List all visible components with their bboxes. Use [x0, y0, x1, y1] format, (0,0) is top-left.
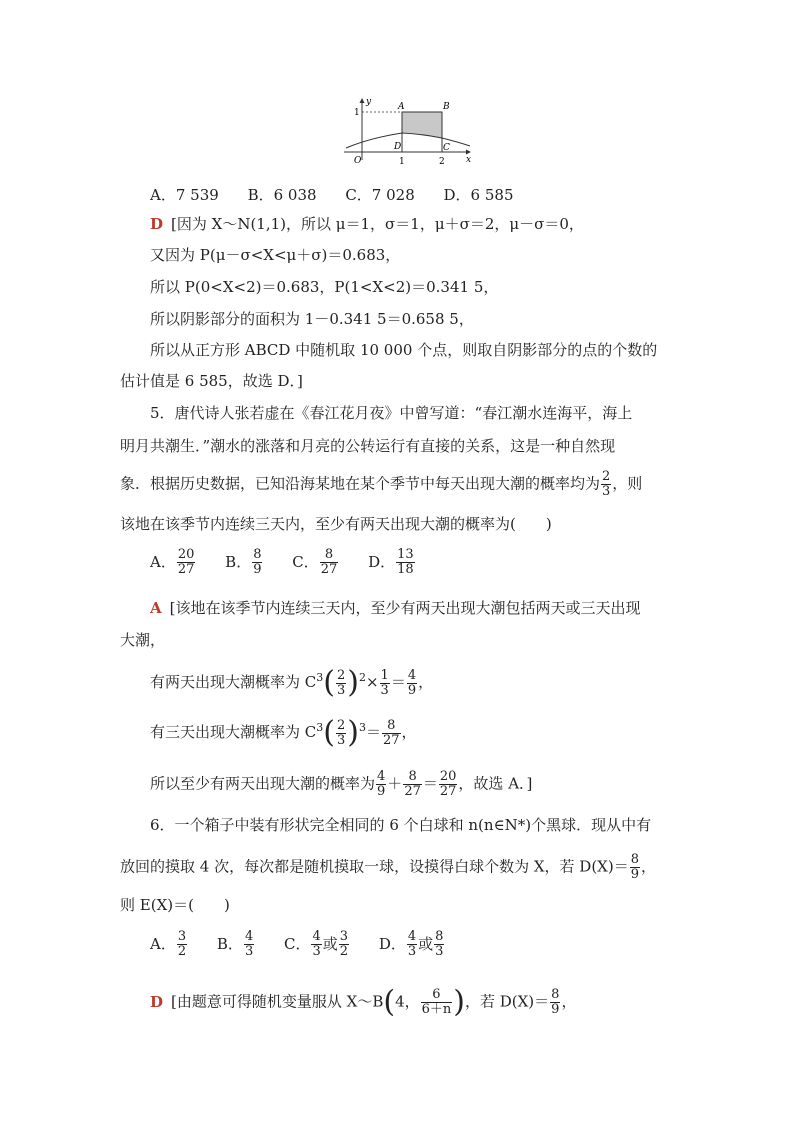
- q5-sol3-frac2: $\frac{1}{3}$: [380, 667, 389, 698]
- q5-sol-line1: [150, 598, 641, 618]
- q4-option-b: B．6 038: [247, 186, 317, 204]
- q6-sol-text2: ，若 D(X)＝: [464, 992, 550, 1011]
- q6-stem-line1: 6．一个箱子中装有形状完全相同的 6 个白球和 n(n∈N*)个黑球．现从中有: [150, 816, 652, 834]
- q6-dx-fraction: $\frac{8}{9}$: [630, 852, 639, 882]
- q5-sol4-frac1: $\frac{2}{3}$: [336, 717, 346, 748]
- q5-sol5-end: ，故选 A．]: [458, 774, 533, 793]
- frac-num: 8: [320, 548, 339, 563]
- label-x: x: [466, 155, 472, 165]
- opt-frac: [252, 548, 262, 577]
- q5-prob-fraction: [601, 470, 611, 499]
- q6-option-b: B． $\frac{4}{3}$: [216, 929, 254, 959]
- q5-answer: A: [150, 599, 162, 617]
- q6-sol-line1: D [由题意可得随机变量服从 X～B(4， $\frac{6}{6+n}$ )，若 D(X)＝ $\frac{8}{9}$ ，: [150, 984, 577, 1020]
- opt-label: A．: [150, 552, 176, 571]
- label-y: y: [366, 97, 372, 107]
- q5-option-c: [292, 547, 339, 577]
- q4-sol-line4: 所以阴影部分的面积为 1－0.341 5＝0.658 5，: [150, 310, 474, 328]
- q6-answer: D: [150, 992, 164, 1011]
- opt-label: D．: [368, 552, 396, 571]
- label-x2: 2: [439, 157, 445, 167]
- label-origin: O: [354, 156, 362, 166]
- opt-label: C．: [284, 934, 311, 953]
- q5-sol-line3: 有两天出现大潮概率为 $C^3$( $\frac{2}{3}$ )$^2$× $\frac{1}{3}$ ＝ $\frac{4}{9}$ ，: [150, 665, 434, 700]
- label-C: C: [443, 143, 450, 153]
- frac-den: 27: [177, 562, 195, 577]
- opt-label: B．: [225, 552, 252, 571]
- q5-sol3-text: 有两天出现大潮概率为 C: [150, 673, 317, 691]
- q4-option-a: A．7 539: [150, 186, 219, 204]
- q4-answer: D: [150, 215, 164, 233]
- q4-sol-text1: [因为 X～N(1,1)，所以 μ＝1，σ＝1，μ＋σ＝2，μ－σ＝0，: [171, 215, 584, 233]
- q5-option-a: [150, 547, 196, 577]
- frac-num: 20: [177, 547, 195, 562]
- q4-sol-line6: 估计值是 6 585，故选 D．]: [120, 372, 303, 390]
- label-y1: 1: [354, 108, 360, 118]
- y-arrow: [360, 98, 365, 103]
- label-B: B: [443, 102, 450, 112]
- opt-label: D．: [378, 934, 406, 953]
- q5-sol4-text: 有三天出现大潮概率为 C: [150, 723, 317, 741]
- q5-sol-line4: 有三天出现大潮概率为 $C^3$( $\frac{2}{3}$ )$^3$＝ $\frac{8}{27}$ ，: [150, 715, 417, 750]
- frac-num: 13: [397, 547, 414, 562]
- x-arrow: [466, 150, 471, 155]
- q5-stem-line4: 该地在该季节内连续三天内，至少有两天出现大潮的概率为( ): [120, 515, 552, 533]
- q6-stem-line3: 则 E(X)＝( ): [120, 896, 230, 914]
- opt-frac: [320, 548, 339, 577]
- q5-stem3-end: ，则: [612, 474, 643, 493]
- label-x1: 1: [399, 157, 405, 167]
- q4-sol-line3: 所以 P(0<X<2)＝0.683，P(1<X<2)＝0.341 5，: [150, 278, 499, 296]
- q4-option-d: D．6 585: [443, 186, 514, 204]
- q6-stem-line2: [120, 853, 656, 882]
- q5-sol3-frac3: $\frac{4}{9}$: [407, 667, 417, 698]
- opt-label: A．: [150, 934, 176, 953]
- figure-svg: [340, 96, 480, 168]
- q6-option-c: C． $\frac{4}{3}$ 或 $\frac{3}{2}$: [284, 929, 349, 959]
- q4-options: [150, 184, 537, 205]
- q4-option-c: C．7 028: [345, 186, 415, 204]
- opt-label: B．: [216, 934, 243, 953]
- normal-curve: [346, 133, 470, 148]
- q6-options: [150, 930, 469, 959]
- opt-or: 或: [322, 934, 338, 953]
- shaded-region: [402, 112, 442, 138]
- q5-sol3-sup: 3: [316, 671, 324, 684]
- frac-den: 3: [602, 484, 611, 499]
- normal-curve-square-figure: [340, 96, 480, 168]
- q5-sol-line2: 大潮，: [120, 631, 166, 649]
- frac-den: 9: [253, 562, 262, 577]
- q5-sol4-frac2: $\frac{8}{27}$: [382, 717, 400, 748]
- label-A: A: [398, 102, 405, 112]
- frac-num: 2: [602, 469, 611, 484]
- q6-sol-text1: [由题意可得随机变量服从 X～B: [171, 992, 384, 1011]
- q5-option-b: [225, 547, 263, 577]
- q6-option-a: A． $\frac{3}{2}$: [150, 929, 187, 959]
- q5-options: [150, 548, 440, 577]
- q5-sol-text1: [该地在该季节内连续三天内，至少有两天出现大潮包括两天或三天出现: [169, 599, 641, 617]
- label-D: D: [394, 142, 402, 152]
- q6-stem2-end: ，: [641, 857, 657, 876]
- q5-stem-line1: 5．唐代诗人张若虚在《春江花月夜》中曾写道：“春江潮水连海平，海上: [150, 404, 633, 422]
- q6-option-d: D． $\frac{4}{3}$ 或 $\frac{8}{3}$: [378, 929, 444, 959]
- q5-sol5-text: 所以至少有两天出现大潮的概率为: [150, 774, 376, 793]
- q5-stem3-text: 象．根据历史数据，已知沿海某地在某个季节中每天出现大潮的概率均为: [120, 474, 601, 493]
- opt-label: C．: [292, 552, 319, 571]
- q5-sol3-frac1: $\frac{2}{3}$: [336, 667, 346, 698]
- opt-frac: [396, 548, 415, 577]
- q4-sol-line1: [150, 214, 584, 234]
- q5-stem-line2: 明月共潮生．”潮水的涨落和月亮的公转运行有直接的关系，这是一种自然现: [120, 437, 616, 455]
- frac-den: 18: [397, 562, 414, 577]
- q4-sol-line5: 所以从正方形 ABCD 中随机取 10 000 个点，则取自阴影部分的点的个数的: [150, 341, 658, 359]
- opt-or: 或: [418, 934, 434, 953]
- q5-sol-line5: 所以至少有两天出现大潮的概率为 $\frac{4}{9}$ ＋ $\frac{8}{27}$ ＝ $\frac{20}{27}$ ，故选 A．]: [150, 769, 533, 799]
- q5-option-d: [368, 547, 416, 577]
- frac-den: 27: [320, 562, 338, 577]
- q6-stem2-text: 放回的摸取 4 次，每次都是随机摸取一球，设摸得白球个数为 X，若 D(X)＝: [120, 857, 629, 876]
- q5-stem-line3: [120, 470, 642, 499]
- opt-frac: [177, 548, 196, 577]
- q4-sol-line2: 又因为 P(μ－σ<X<μ＋σ)＝0.683，: [150, 246, 401, 264]
- frac-num: 8: [253, 547, 262, 562]
- q5-sol4-sup: 3: [316, 721, 324, 734]
